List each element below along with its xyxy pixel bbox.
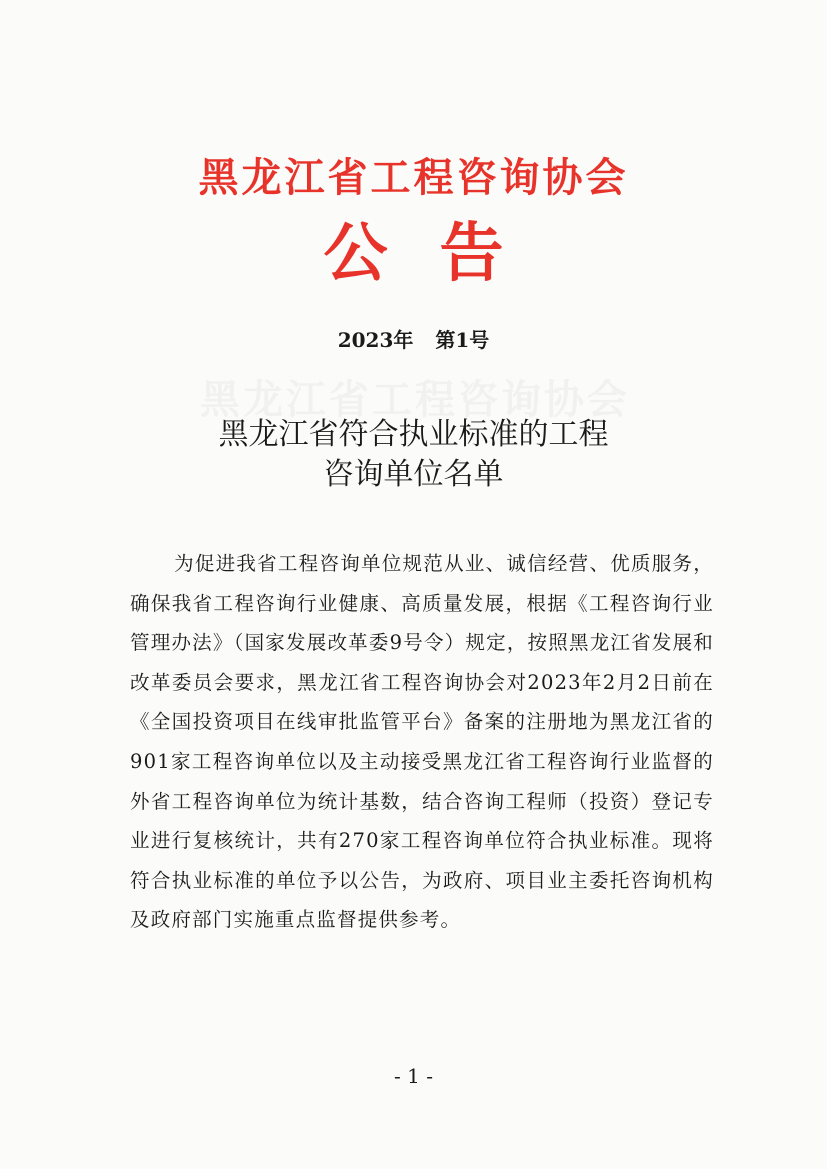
document-year: 2023年 (337, 328, 414, 352)
page-number: - 1 - (394, 1064, 433, 1088)
document-kind-heading (0, 214, 827, 294)
document-title-line-2: 咨询单位名单 (323, 457, 504, 492)
document-number (0, 324, 827, 356)
document-title (0, 415, 827, 495)
document-title-line-1: 黑龙江省符合执业标准的工程 (218, 417, 609, 452)
document-kind-char-1: 公 (323, 217, 388, 291)
body-paragraph (130, 544, 714, 940)
body-paragraph-text: 为促进我省工程咨询单位规范从业、诚信经营、优质服务，确保我省工程咨询行业健康、高质量发展，根据《工程咨询行业管理办法》（国家发展改革委9号令）规定，按照黑龙江省发展和改革委员会要求，黑龙江省工程咨询协会对2023年2月2日前在《全国投资项目在线审批监管平台》备案的注册地为黑龙江省的901家工程咨询单位以及主动接受黑龙江省工程咨询行业监督的外省工程咨询单位为统计基数，结合咨询工程师（投资）登记专业进行复核统计，共有270家工程咨询单位符合执业标准。现将符合执业标准的单位予以公告，为政府、项目业主委托咨询机构及政府部门实施重点监督提供参考。 (130, 552, 714, 932)
document-serial: 第1号 (435, 328, 490, 352)
document-kind-char-2: 告 (439, 217, 504, 291)
issuing-organization-name: 黑龙江省工程咨询协会 (198, 155, 629, 201)
